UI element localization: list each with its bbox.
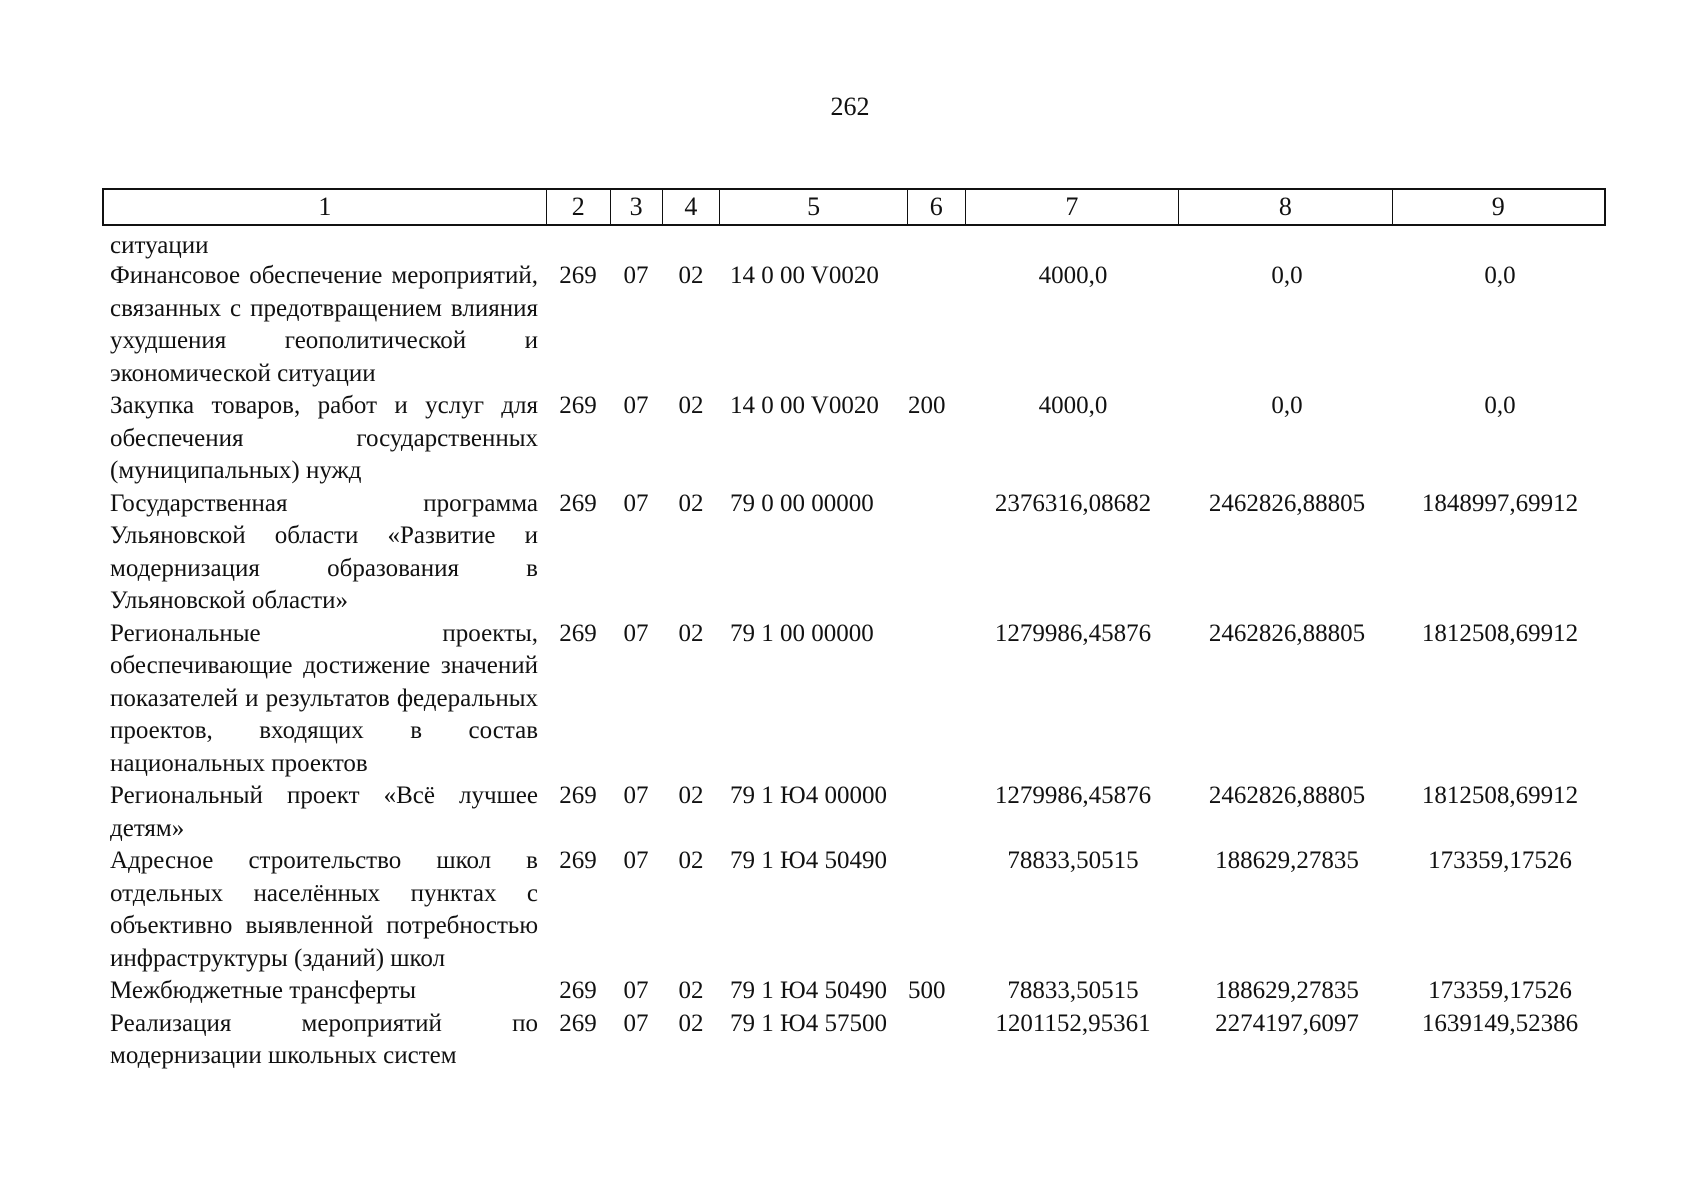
table-row (110, 390, 1606, 488)
row-col-8: 2462826,88805 (1208, 619, 1366, 647)
row-col-5: 79 1 00 00000 (730, 619, 874, 647)
row-col-8: 188629,27835 (1215, 847, 1359, 874)
row-description: Региональный проект «Всё лучшее детям» (110, 782, 538, 842)
row-description: Межбюджетные трансферты (110, 977, 417, 1004)
row-col-2: 269 (559, 392, 597, 419)
row-col-7: 1279986,45876 (994, 619, 1152, 647)
row-col-7: 78833,50515 (1007, 977, 1139, 1004)
page-number: 262 (830, 92, 870, 121)
row-col-5: 79 1 Ю4 50490 (730, 977, 887, 1004)
row-col-5: 14 0 00 V0020 (730, 392, 879, 419)
table-row (110, 845, 1606, 975)
row-col-5: 14 0 00 V0020 (730, 262, 879, 289)
row-description: Государственная программа Ульяновской области «Развитие и модернизация образования в Ульяновской области» (110, 489, 538, 614)
row-col-8: 2274197,6097 (1215, 1009, 1359, 1037)
row-col-7: 4000,0 (1038, 392, 1108, 419)
row-col-3: 07 (623, 977, 649, 1004)
table-row (110, 488, 1606, 618)
row-col-8: 188629,27835 (1215, 977, 1359, 1004)
row-col-4: 02 (678, 392, 704, 419)
row-col-7: 2376316,08682 (994, 489, 1152, 517)
row-col-8: 0,0 (1271, 392, 1303, 419)
row-col-9: 173359,17526 (1428, 977, 1572, 1004)
row-description: Адресное строительство школ в отдельных населённых пунктах с объективно выявленной потребностью инфраструктуры (зданий) школ (110, 847, 538, 972)
row-col-3: 07 (623, 782, 649, 809)
table-row (110, 780, 1606, 845)
row-col-4: 02 (678, 489, 704, 517)
row-col-6: 500 (908, 977, 946, 1004)
row-col-7: 78833,50515 (1007, 847, 1139, 874)
row-description: Региональные проекты, обеспечивающие достижение значений показателей и результатов федеральных проектов, входящих в состав национальных проектов (110, 619, 538, 777)
row-col-4: 02 (678, 262, 704, 289)
row-description: Реализация мероприятий по модернизации школьных систем (110, 1009, 538, 1069)
table-row (110, 1008, 1606, 1073)
row-col-3: 07 (623, 489, 649, 517)
row-col-7: 1279986,45876 (994, 782, 1152, 809)
row-col-4: 02 (678, 977, 704, 1004)
continuation-text: ситуации (110, 232, 209, 259)
header-col-3: 3 (611, 190, 663, 224)
table-row (110, 975, 1606, 1008)
table-header (102, 188, 1606, 226)
header-col-6: 6 (908, 190, 966, 224)
row-col-7: 4000,0 (1038, 262, 1108, 289)
row-col-2: 269 (559, 619, 597, 647)
row-col-5: 79 1 Ю4 50490 (730, 847, 887, 874)
table-row (110, 618, 1606, 781)
row-col-2: 269 (559, 262, 597, 289)
row-col-4: 02 (678, 1009, 704, 1037)
row-col-8: 2462826,88805 (1208, 782, 1366, 809)
header-col-8: 8 (1179, 190, 1392, 224)
row-col-2: 269 (559, 1009, 597, 1037)
row-col-3: 07 (623, 847, 649, 874)
row-col-3: 07 (623, 619, 649, 647)
row-col-3: 07 (623, 392, 649, 419)
row-col-4: 02 (678, 619, 704, 647)
row-col-9: 1812508,69912 (1421, 782, 1579, 809)
row-col-5: 79 1 Ю4 57500 (730, 1009, 887, 1037)
header-col-5: 5 (720, 190, 908, 224)
header-col-4: 4 (663, 190, 721, 224)
table-row (110, 260, 1606, 390)
row-col-5: 79 0 00 00000 (730, 489, 874, 517)
row-col-9: 1812508,69912 (1421, 619, 1579, 647)
header-col-1: 1 (104, 190, 547, 224)
table-body (110, 232, 1606, 1073)
row-col-9: 0,0 (1484, 262, 1516, 289)
row-col-7: 1201152,95361 (995, 1009, 1151, 1037)
header-col-2: 2 (547, 190, 611, 224)
row-col-9: 0,0 (1484, 392, 1516, 419)
row-col-3: 07 (623, 262, 649, 289)
row-col-8: 0,0 (1271, 262, 1303, 289)
header-col-7: 7 (966, 190, 1179, 224)
row-col-2: 269 (559, 847, 597, 874)
row-col-2: 269 (559, 489, 597, 517)
row-col-9: 173359,17526 (1428, 847, 1572, 874)
row-col-8: 2462826,88805 (1208, 489, 1366, 517)
row-description: Закупка товаров, работ и услуг для обеспечения государственных (муниципальных) нужд (110, 392, 538, 484)
row-col-9: 1848997,69912 (1421, 489, 1579, 517)
row-col-2: 269 (559, 977, 597, 1004)
row-description: Финансовое обеспечение мероприятий, связанных с предотвращением влияния ухудшения геополитической и экономической ситуации (110, 262, 538, 387)
row-col-4: 02 (678, 847, 704, 874)
row-col-5: 79 1 Ю4 00000 (730, 782, 887, 809)
row-col-6: 200 (908, 392, 946, 419)
row-col-9: 1639149,52386 (1421, 1009, 1579, 1037)
row-col-3: 07 (623, 1009, 649, 1037)
header-col-9: 9 (1491, 192, 1505, 221)
row-col-2: 269 (559, 782, 597, 809)
row-col-4: 02 (678, 782, 704, 809)
